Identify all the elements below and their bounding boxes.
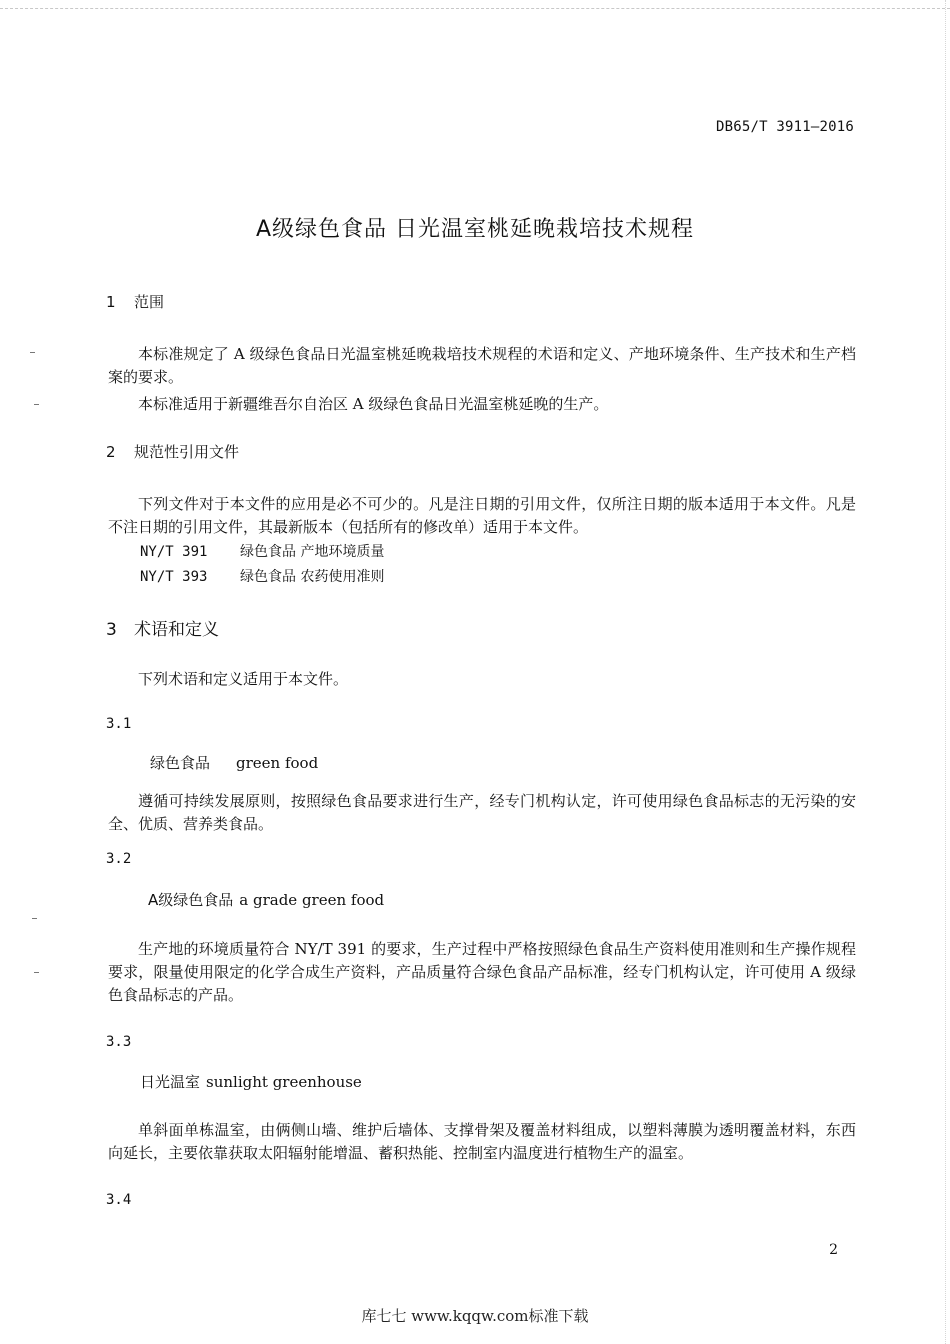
reference-item <box>140 566 384 586</box>
term-definition: 生产地的环境质量符合 NY/T 391 的要求，生产过程中严格按照绿色食品生产资料使用准则和生产操作规程要求，限量使用限定的化学合成生产资料，产品质量符合绿色食品产品标准，经专门机构认定，许可使用 A 级绿色食品标志的产品。 <box>108 940 856 1004</box>
footer-watermark: 库七七 www.kqqw.com标准下载 <box>361 1307 589 1325</box>
subsection-number: 3.1 <box>106 716 132 732</box>
document-code: DB65/T 3911—2016 <box>715 119 854 135</box>
section-number: 2 <box>106 443 116 461</box>
subsection-number: 3.2 <box>106 851 132 867</box>
term-chinese: 日光温室 <box>140 1073 201 1091</box>
section-1-heading <box>106 291 164 312</box>
term-definition: 遵循可持续发展原则，按照绿色食品要求进行生产，经专门机构认定，许可使用绿色食品标志的无污染的安全、优质、营养类食品。 <box>108 792 856 833</box>
scan-top-edge <box>0 0 950 9</box>
subsection-number: 3.4 <box>106 1192 132 1208</box>
term-chinese: A级绿色食品 <box>148 891 234 909</box>
term-english: sunlight greenhouse <box>206 1073 362 1091</box>
term-definition: 单斜面单栋温室，由俩侧山墙、维护后墙体、支撑骨架及覆盖材料组成，以塑料薄膜为透明覆盖材料，东西向延长，主要依靠获取太阳辐射能增温、蓄积热能、控制室内温度进行植物生产的温室。 <box>108 1121 856 1162</box>
term-entry <box>140 1071 362 1092</box>
scan-speck <box>34 404 39 405</box>
page-title: A级绿色食品 日光温室桃延晚栽培技术规程 <box>255 217 695 242</box>
reference-item <box>140 541 384 561</box>
section-2-heading <box>106 441 239 462</box>
scan-speck <box>30 352 35 353</box>
section-title: 术语和定义 <box>134 620 219 640</box>
subsection-number: 3.3 <box>106 1034 132 1050</box>
reference-title: 绿色食品 农药使用准则 <box>240 569 385 585</box>
section-1-paragraph-2: 本标准适用于新疆维吾尔自治区 A 级绿色食品日光温室桃延晚的生产。 <box>138 395 609 413</box>
scan-right-edge <box>945 0 950 1344</box>
section-1-paragraph-1: 本标准规定了 A 级绿色食品日光温室桃延晚栽培技术规程的术语和定义、产地环境条件、生产技术和生产档案的要求。 <box>108 345 856 386</box>
reference-title: 绿色食品 产地环境质量 <box>240 544 385 560</box>
term-chinese: 绿色食品 <box>150 754 211 772</box>
term-english: a grade green food <box>239 891 385 909</box>
section-number: 1 <box>106 293 116 311</box>
reference-code: NY/T 391 <box>140 544 208 560</box>
section-3-heading <box>106 615 219 640</box>
section-number: 3 <box>106 620 117 640</box>
scan-speck <box>32 918 37 919</box>
scan-speck <box>34 972 39 973</box>
term-entry <box>150 752 318 773</box>
section-3-intro: 下列术语和定义适用于本文件。 <box>138 670 349 688</box>
term-english: green food <box>236 754 319 772</box>
term-entry <box>148 889 384 910</box>
section-title: 范围 <box>134 293 165 311</box>
section-title: 规范性引用文件 <box>134 443 240 461</box>
section-2-paragraph-1: 下列文件对于本文件的应用是必不可少的。凡是注日期的引用文件，仅所注日期的版本适用于本文件。凡是不注日期的引用文件，其最新版本（包括所有的修改单）适用于本文件。 <box>108 495 856 536</box>
page-number: 2 <box>829 1242 838 1258</box>
reference-code: NY/T 393 <box>140 569 208 585</box>
